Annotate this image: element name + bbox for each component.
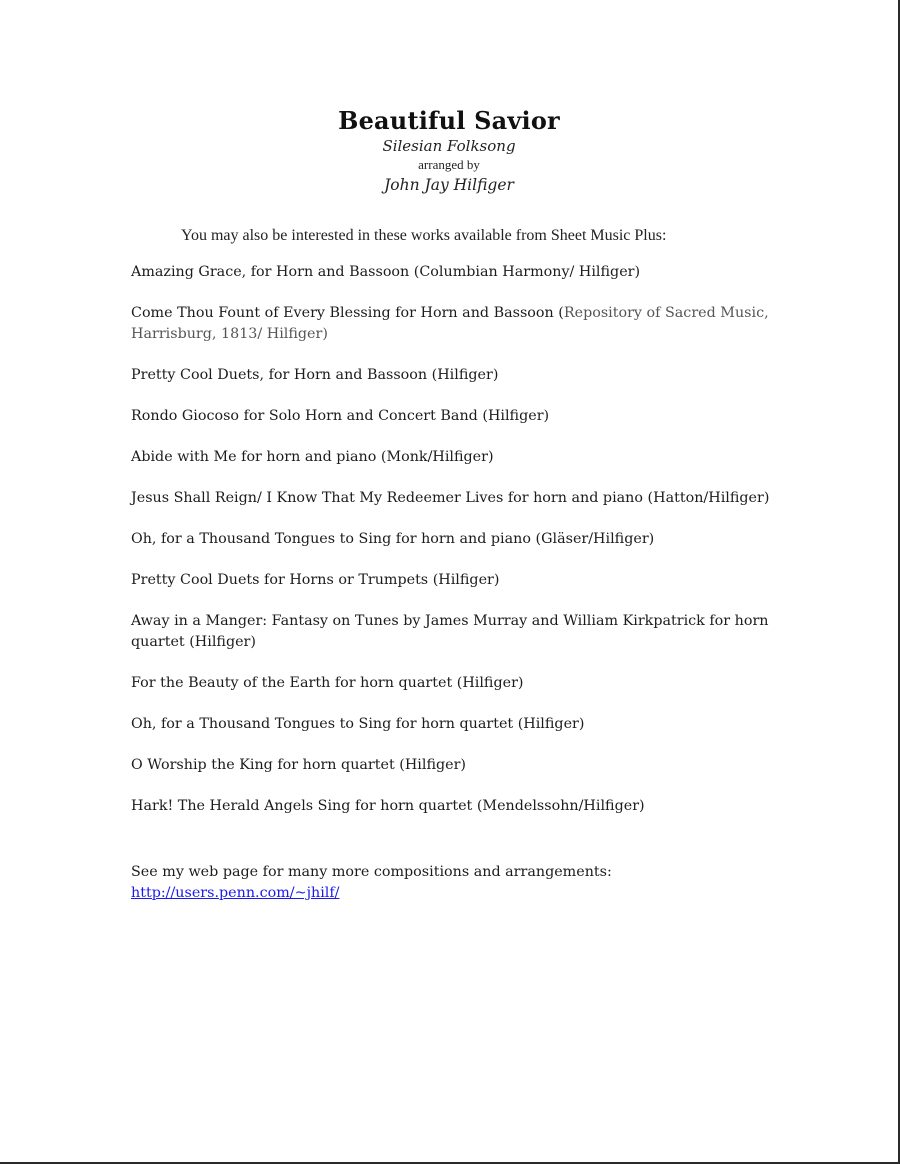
list-item bbox=[131, 303, 771, 345]
subtitle: Silesian Folksong bbox=[382, 137, 516, 155]
work-title: Amazing Grace, for Horn and Bassoon (Columbian Harmony/ Hilfiger) bbox=[131, 264, 641, 280]
work-title: Abide with Me for horn and piano (Monk/Hilfiger) bbox=[131, 449, 494, 465]
work-title: Oh, for a Thousand Tongues to Sing for horn and piano (Gläser/Hilfiger) bbox=[131, 531, 655, 547]
list-item bbox=[131, 529, 771, 550]
header bbox=[0, 106, 898, 196]
list-item bbox=[131, 611, 771, 653]
list-item bbox=[131, 755, 771, 776]
work-title: Oh, for a Thousand Tongues to Sing for horn quartet (Hilfiger) bbox=[131, 716, 585, 732]
page-title: Beautiful Savior bbox=[338, 106, 560, 135]
list-item bbox=[131, 714, 771, 735]
list-item bbox=[131, 796, 771, 817]
work-title: Pretty Cool Duets, for Horn and Bassoon (Hilfiger) bbox=[131, 367, 499, 383]
website-link[interactable]: http://users.penn.com/~jhilf/ bbox=[131, 885, 340, 901]
work-title: O Worship the King for horn quartet (Hilfiger) bbox=[131, 757, 467, 773]
intro-text: You may also be interested in these works available from Sheet Music Plus: bbox=[181, 227, 667, 244]
list-item bbox=[131, 570, 771, 591]
list-item bbox=[131, 262, 771, 283]
work-title: Come Thou Fount of Every Blessing for Horn and Bassoon ( bbox=[131, 305, 564, 321]
work-title: Rondo Giocoso for Solo Horn and Concert Band (Hilfiger) bbox=[131, 408, 550, 424]
footer-text: See my web page for many more compositions and arrangements: bbox=[131, 864, 612, 880]
list-item bbox=[131, 488, 771, 509]
work-title: Away in a Manger: Fantasy on Tunes by James Murray and William Kirkpatrick for horn quartet (Hilfiger) bbox=[131, 613, 769, 650]
arranged-by-label: arranged by bbox=[418, 157, 480, 172]
arranger-name: John Jay Hilfiger bbox=[384, 176, 514, 194]
work-title: Pretty Cool Duets for Horns or Trumpets (Hilfiger) bbox=[131, 572, 500, 588]
footer-note bbox=[131, 862, 771, 904]
list-item bbox=[131, 447, 771, 468]
list-item bbox=[131, 365, 771, 386]
work-title: Jesus Shall Reign/ I Know That My Redeemer Lives for horn and piano (Hatton/Hilfiger) bbox=[131, 490, 770, 506]
work-title: For the Beauty of the Earth for horn quartet (Hilfiger) bbox=[131, 675, 524, 691]
list-item bbox=[131, 673, 771, 694]
work-source: Repository of Sacred Music, Harrisburg, 1813/ Hilfiger) bbox=[131, 305, 769, 342]
works-list bbox=[131, 262, 771, 837]
work-title: Hark! The Herald Angels Sing for horn quartet (Mendelssohn/Hilfiger) bbox=[131, 798, 645, 814]
list-item bbox=[131, 406, 771, 427]
